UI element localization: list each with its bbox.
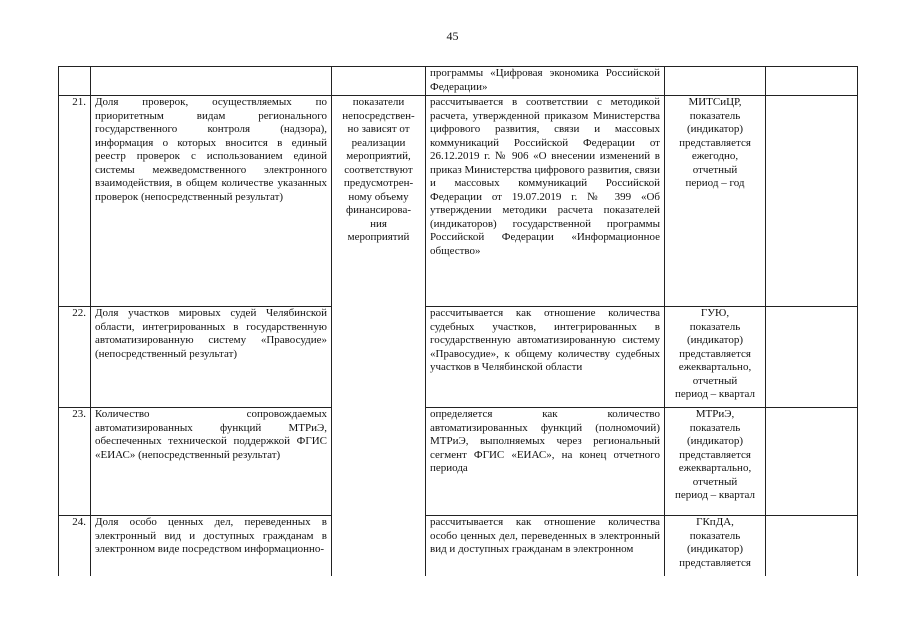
calculation-method-cell: рассчитывается как отношение количества особо ценных дел, переведенных в электронный вид и доступных гражданам в электронном: [426, 516, 665, 577]
row-number: 23.: [59, 408, 91, 516]
page-number: 45: [446, 29, 459, 43]
empty-cell: [766, 67, 858, 96]
indicators-table: [58, 66, 858, 576]
indicator-name-cell: [91, 67, 332, 96]
note-cell: показатели непосредствен- но зависят от реализации мероприятий, соответствуют предусмотрен- ному объему финансирова- ния мероприятий: [332, 96, 426, 577]
responsible-cell: ГКпДА, показатель (индикатор) представляется: [665, 516, 766, 577]
table-row: [59, 307, 858, 408]
responsible-cell: МИТСиЦР, показатель (индикатор) представляется ежегодно, отчетный период – год: [665, 96, 766, 307]
indicator-name-cell: Доля проверок, осуществляемых по приоритетным видам регионального государственного контроля (надзора), информация о которых вносится в единый реестр проверок с использованием единой системы межведомственного электронного взаимодействия, в общем количестве указанных проверок (непосредственный результат): [91, 96, 332, 307]
responsible-cell: МТРиЭ, показатель (индикатор) представляется ежеквартально, отчетный период – квартал: [665, 408, 766, 516]
table-row: [59, 96, 858, 307]
table-row: [59, 408, 858, 516]
empty-cell: [766, 408, 858, 516]
calculation-method-cell: рассчитывается в соответствии с методикой расчета, утвержденной приказом Министерства цифрового развития, связи и массовых коммуникаций Российской Федерации от 26.12.2019 г. № 906 «О внесении изменений в приказ Министерства цифрового развития, связи и массовых коммуникаций Российской Федерации от 19.07.2019 г. № 399 «Об утверждении методики расчета показателей (индикаторов) государственной программы Российской Федерации «Информационное общество»: [426, 96, 665, 307]
row-number: 21.: [59, 96, 91, 307]
responsible-cell: [665, 67, 766, 96]
indicator-name-cell: Доля особо ценных дел, переведенных в электронный вид и доступных гражданам в электронном виде посредством информационно-: [91, 516, 332, 577]
empty-cell: [766, 307, 858, 408]
row-number: 24.: [59, 516, 91, 577]
empty-cell: [766, 96, 858, 307]
table-row: [59, 516, 858, 577]
calculation-method-cell: программы «Цифровая экономика Российской Федерации»: [426, 67, 665, 96]
calculation-method-cell: определяется как количество автоматизированных функций (полномочий) МТРиЭ, выполняемых через региональный сегмент ФГИС «ЕИАС», на конец отчетного периода: [426, 408, 665, 516]
empty-cell: [766, 516, 858, 577]
calculation-method-cell: рассчитывается как отношение количества судебных участков, интегрированных в государственную автоматизированную систему «Правосудие», к общему количеству судебных участков в Челябинской области: [426, 307, 665, 408]
indicator-name-cell: Количество сопровождаемых автоматизированных функций МТРиЭ, обеспеченных технической поддержкой ФГИС «ЕИАС» (непосредственный результат): [91, 408, 332, 516]
row-number: 22.: [59, 307, 91, 408]
row-number: [59, 67, 91, 96]
table-row: [59, 67, 858, 96]
indicator-name-cell: Доля участков мировых судей Челябинской области, интегрированных в государственную автоматизированную систему «Правосудие» (непосредственный результат): [91, 307, 332, 408]
note-cell: [332, 67, 426, 96]
responsible-cell: ГУЮ, показатель (индикатор) представляется ежеквартально, отчетный период – квартал: [665, 307, 766, 408]
